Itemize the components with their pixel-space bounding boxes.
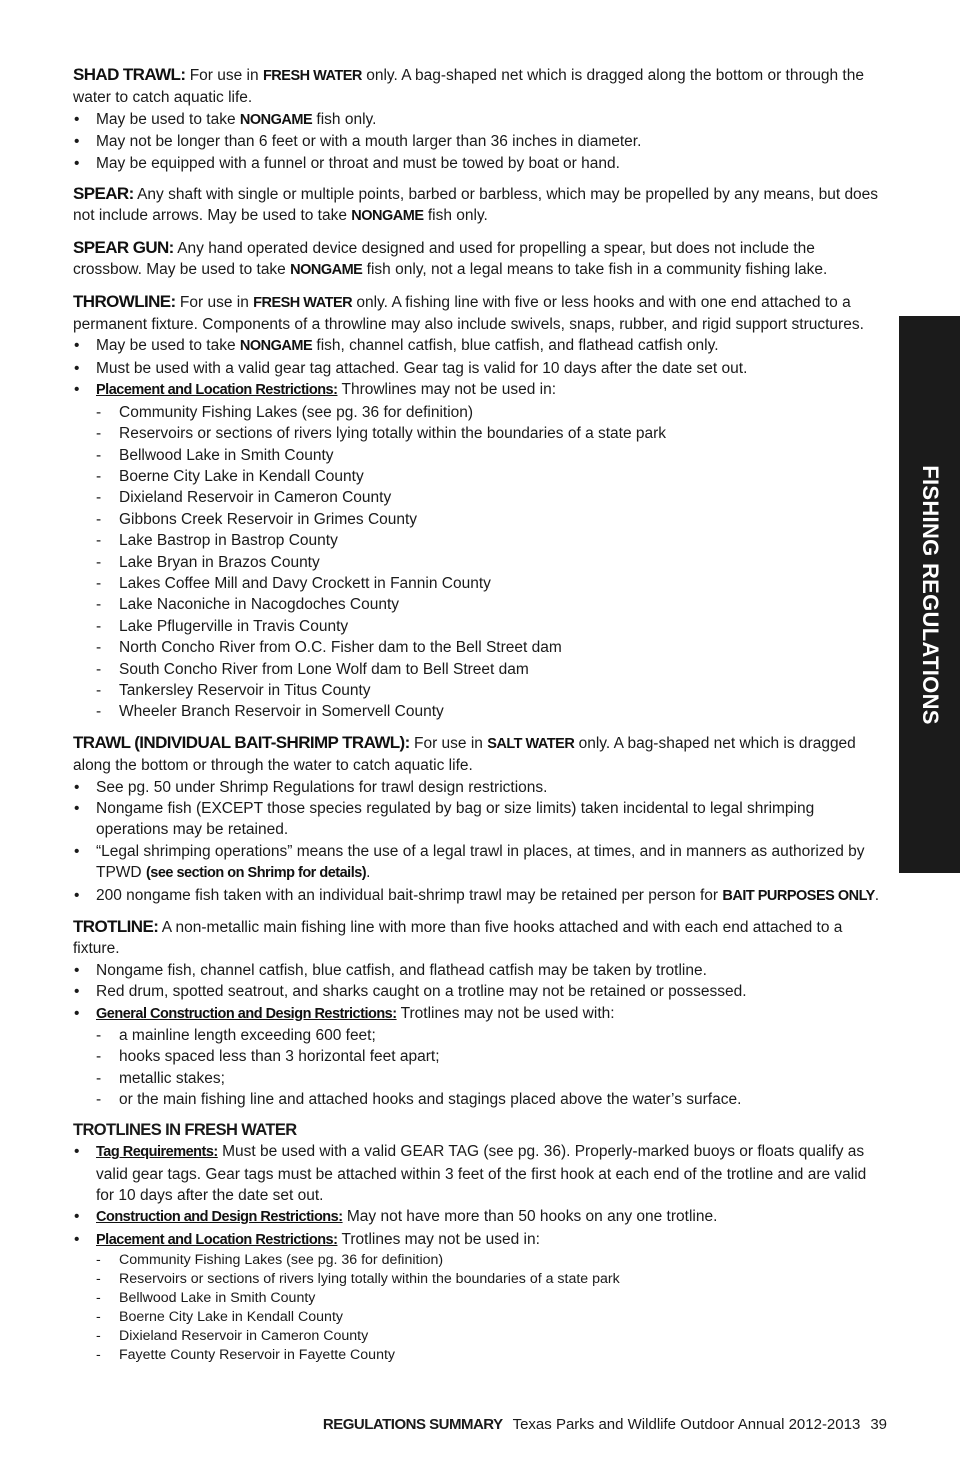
salt-water-keyword: SALT WATER — [487, 735, 575, 752]
list-item: - Boerne City Lake in Kendall County — [96, 1308, 885, 1327]
regulations-body — [73, 64, 885, 1365]
section-trotline: TROTLINE: A non-metallic main fishing line with more than five hooks attached and with each end attached to a fixture. • Nongame fish, channel catfish, blue catfish, and flathead catfish may be taken by trotline. • Red drum, spotted seatrout, and sharks caught on a trotline may not be retained or possessed. • General Construction and Design Restrictions: Trotlines may not be used with: - a mainline length exceeding 600 feet; - hooks spaced less than 3 horizontal feet apart; - metallic stakes; - or the main fishing line and attached hooks and stagings placed above the water’s surface. — [73, 916, 885, 1111]
list-item: - Wheeler Branch Reservoir in Somervell County — [96, 701, 885, 722]
footer-section: REGULATIONS SUMMARY — [322, 1416, 503, 1433]
section-throwline: THROWLINE: For use in FRESH WATER only. A fishing line with five or less hooks and with one end attached to a permanent fixture. Components of a throwline may also include swivels, snaps, rubber, and rigid support structures. • May be used to take NONGAME fish, channel catfish, blue catfish, and flathead catfish only. • Must be used with a valid gear tag attached. Gear tag is valid for 10 days after the date set out. • Placement and Location Restrictions: Throwlines may not be used in: - Community Fishing Lakes (see pg. 36 for definition) - Reservoirs or sections of rivers lying totally within the boundaries of a state park - Bellwood Lake in Smith County - Boerne City Lake in Kendall County - Dixieland Reservoir in Cameron County - Gibbons Creek Reservoir in Grimes County - Lake Bastrop in Bastrop County - Lake Bryan in Brazos County - Lakes Coffee Mill and Davy Crockett in Fannin County - Lake Naconiche in Nacogdoches County - Lake Pflugerville in Travis County - North Concho River from O.C. Fisher dam to the Bell Street dam - South Concho River from Lone Wolf dam to Bell Street dam - Tankersley Reservoir in Titus County - Wheeler Branch Reservoir in Somervell County — [73, 291, 885, 723]
list-item: • Tag Requirements: Must be used with a valid GEAR TAG (see pg. 36). Properly-marked buoys or floats qualify as valid gear tags. Gear tags must be attached within 3 feet of the first hook at each end of the trotline and are valid for 10 days after the date set out. — [73, 1141, 885, 1206]
list-item: - North Concho River from O.C. Fisher dam to the Bell Street dam — [96, 637, 885, 658]
list-item: • 200 nongame fish taken with an individual bait-shrimp trawl may be retained per person for BAIT PURPOSES ONLY. — [73, 885, 885, 907]
list-item: • Red drum, spotted seatrout, and sharks caught on a trotline may not be retained or possessed. — [73, 981, 885, 1002]
term-spear-gun: SPEAR GUN: — [73, 237, 174, 257]
list-item: - Dixieland Reservoir in Cameron County — [96, 1327, 885, 1346]
list-item: - or the main fishing line and attached hooks and stagings placed above the water’s surface. — [96, 1089, 885, 1110]
list-item: • Placement and Location Restrictions: Throwlines may not be used in: - Community Fishing Lakes (see pg. 36 for definition) - Reservoirs or sections of rivers lying totally within the boundaries of a state park - Bellwood Lake in Smith County - Boerne City Lake in Kendall County - Dixieland Reservoir in Cameron County - Gibbons Creek Reservoir in Grimes County - Lake Bastrop in Bastrop County - Lake Bryan in Brazos County - Lakes Coffee Mill and Davy Crockett in Fannin County - Lake Naconiche in Nacogdoches County - Lake Pflugerville in Travis County - North Concho River from O.C. Fisher dam to the Bell Street dam - South Concho River from Lone Wolf dam to Bell Street dam - Tankersley Reservoir in Titus County - Wheeler Branch Reservoir in Somervell County — [73, 379, 885, 723]
location-list — [96, 402, 885, 723]
nongame-keyword: NONGAME — [290, 262, 363, 279]
list-item: • May be equipped with a funnel or throat and must be towed by boat or hand. — [73, 153, 885, 174]
bait-purposes-keyword: BAIT PURPOSES ONLY — [722, 887, 875, 904]
list-item: - Bellwood Lake in Smith County — [96, 445, 885, 466]
placement-restrictions-label: Placement and Location Restrictions: — [96, 1231, 338, 1248]
placement-restrictions-label: Placement and Location Restrictions: — [96, 382, 338, 399]
list-item: - Dixieland Reservoir in Cameron County — [96, 487, 885, 508]
footer-publication: Texas Parks and Wildlife Outdoor Annual 2012-2013 — [512, 1416, 861, 1433]
term-trawl: TRAWL (INDIVIDUAL BAIT-SHRIMP TRAWL): — [73, 732, 410, 752]
nongame-keyword: NONGAME — [351, 208, 424, 225]
tag-requirements-label: Tag Requirements: — [96, 1144, 218, 1161]
term-shad-trawl: SHAD TRAWL: — [73, 65, 186, 84]
list-item: • See pg. 50 under Shrimp Regulations for trawl design restrictions. — [73, 777, 885, 798]
nongame-keyword: NONGAME — [239, 111, 313, 128]
text: only. A bag-shaped net which is dragged along the bottom or through the water to catch aquatic life. — [73, 67, 864, 107]
list-item: • Must be used with a valid gear tag attached. Gear tag is valid for 10 days after the date set out. — [73, 358, 885, 379]
list-item: - Fayette County Reservoir in Fayette County — [96, 1346, 885, 1365]
bullet-list — [73, 777, 885, 907]
list-item: - Community Fishing Lakes (see pg. 36 for definition) — [96, 402, 885, 423]
bullet-list — [73, 960, 885, 1111]
term-throwline: THROWLINE: — [73, 291, 176, 311]
nongame-keyword: NONGAME — [239, 338, 313, 355]
list-item: • Placement and Location Restrictions: Trotlines may not be used in: - Community Fishing Lakes (see pg. 36 for definition) - Reservoirs or sections of rivers lying totally within the boundaries of a state park - Bellwood Lake in Smith County - Boerne City Lake in Kendall County - Dixieland Reservoir in Cameron County - Fayette County Reservoir in Fayette County — [73, 1229, 885, 1365]
list-item: - a mainline length exceeding 600 feet; — [96, 1025, 885, 1046]
list-item: - Gibbons Creek Reservoir in Grimes County — [96, 509, 885, 530]
section-shad-trawl — [73, 64, 885, 174]
list-item: - hooks spaced less than 3 horizontal feet apart; — [96, 1046, 885, 1067]
list-item: - Tankersley Reservoir in Titus County — [96, 680, 885, 701]
page-footer — [323, 1416, 887, 1433]
list-item: • Nongame fish (EXCEPT those species regulated by bag or size limits) taken incidental to legal shrimping operations may be retained. — [73, 798, 885, 841]
list-item: - Reservoirs or sections of rivers lying totally within the boundaries of a state park — [96, 423, 885, 444]
shrimp-section-reference: (see section on Shrimp for details) — [145, 865, 367, 882]
list-item: - Reservoirs or sections of rivers lying totally within the boundaries of a state park — [96, 1270, 885, 1289]
restriction-list — [96, 1025, 885, 1111]
bullet-list — [73, 335, 885, 722]
section-trawl: TRAWL (INDIVIDUAL BAIT-SHRIMP TRAWL): For use in SALT WATER only. A bag-shaped net which is dragged along the bottom or through the water to catch aquatic life. • See pg. 50 under Shrimp Regulations for trawl design restrictions. • Nongame fish (EXCEPT those species regulated by bag or size limits) taken incidental to legal shrimping operations may be retained. • “Legal shrimping operations” means the use of a legal trawl in places, at times, and in manners as authorized by TPWD (see section on Shrimp for details). • 200 nongame fish taken with an individual bait-shrimp trawl may be retained per person for BAIT PURPOSES ONLY. — [73, 732, 885, 907]
list-item: • Nongame fish, channel catfish, blue catfish, and flathead catfish may be taken by trotline. — [73, 960, 885, 981]
fresh-water-keyword: FRESH WATER — [262, 68, 362, 84]
list-item: • General Construction and Design Restrictions: Trotlines may not be used with: - a mainline length exceeding 600 feet; - hooks spaced less than 3 horizontal feet apart; - metallic stakes; - or the main fishing line and attached hooks and stagings placed above the water’s surface. — [73, 1003, 885, 1111]
list-item: • May be used to take NONGAME fish only. — [73, 109, 885, 131]
fresh-water-keyword: FRESH WATER — [253, 294, 353, 311]
list-item: - Boerne City Lake in Kendall County — [96, 466, 885, 487]
list-item: - Lake Bastrop in Bastrop County — [96, 530, 885, 551]
list-item: - Bellwood Lake in Smith County — [96, 1289, 885, 1308]
bullet-list — [73, 1141, 885, 1365]
construction-restrictions-label: General Construction and Design Restrictions: — [96, 1005, 397, 1022]
side-tab — [899, 316, 960, 873]
construction-restrictions-label: Construction and Design Restrictions: — [96, 1209, 343, 1226]
list-item: • May not be longer than 6 feet or with a mouth larger than 36 inches in diameter. — [73, 131, 885, 152]
location-list — [96, 1251, 885, 1365]
section-heading: TROTLINES IN FRESH WATER — [73, 1120, 297, 1139]
list-item: - Lake Pflugerville in Travis County — [96, 616, 885, 637]
list-item: • Construction and Design Restrictions: May not have more than 50 hooks on any one trotline. — [73, 1206, 885, 1228]
list-item: - South Concho River from Lone Wolf dam to Bell Street dam — [96, 659, 885, 680]
list-item: - Lake Naconiche in Nacogdoches County — [96, 594, 885, 615]
bullet-list — [73, 109, 885, 174]
list-item: - Lake Bryan in Brazos County — [96, 552, 885, 573]
section-spear: SPEAR: Any shaft with single or multiple points, barbed or barbless, which may be propelled by any means, but does not include arrows. May be used to take NONGAME fish only. — [73, 184, 879, 225]
term-trotline: TROTLINE: — [73, 917, 159, 937]
list-item: - metallic stakes; — [96, 1068, 885, 1089]
term-spear: SPEAR: — [73, 184, 134, 204]
list-item: - Community Fishing Lakes (see pg. 36 for definition) — [96, 1251, 885, 1270]
list-item: • May be used to take NONGAME fish, channel catfish, blue catfish, and flathead catfish only. — [73, 335, 885, 357]
list-item: - Lakes Coffee Mill and Davy Crockett in Fannin County — [96, 573, 885, 594]
side-tab-label: FISHING REGULATIONS — [917, 464, 943, 725]
text: For use in — [189, 67, 263, 84]
section-trotlines-fresh-water — [73, 1120, 885, 1365]
page-number: 39 — [870, 1416, 887, 1433]
list-item: • “Legal shrimping operations” means the use of a legal trawl in places, at times, and in manners as authorized by TPWD (see section on Shrimp for details). — [73, 841, 885, 885]
section-spear-gun: SPEAR GUN: Any hand operated device designed and used for propelling a spear, but does not include the crossbow. May be used to take NONGAME fish only, not a legal means to take fish in a community fishing lake. — [73, 237, 828, 279]
